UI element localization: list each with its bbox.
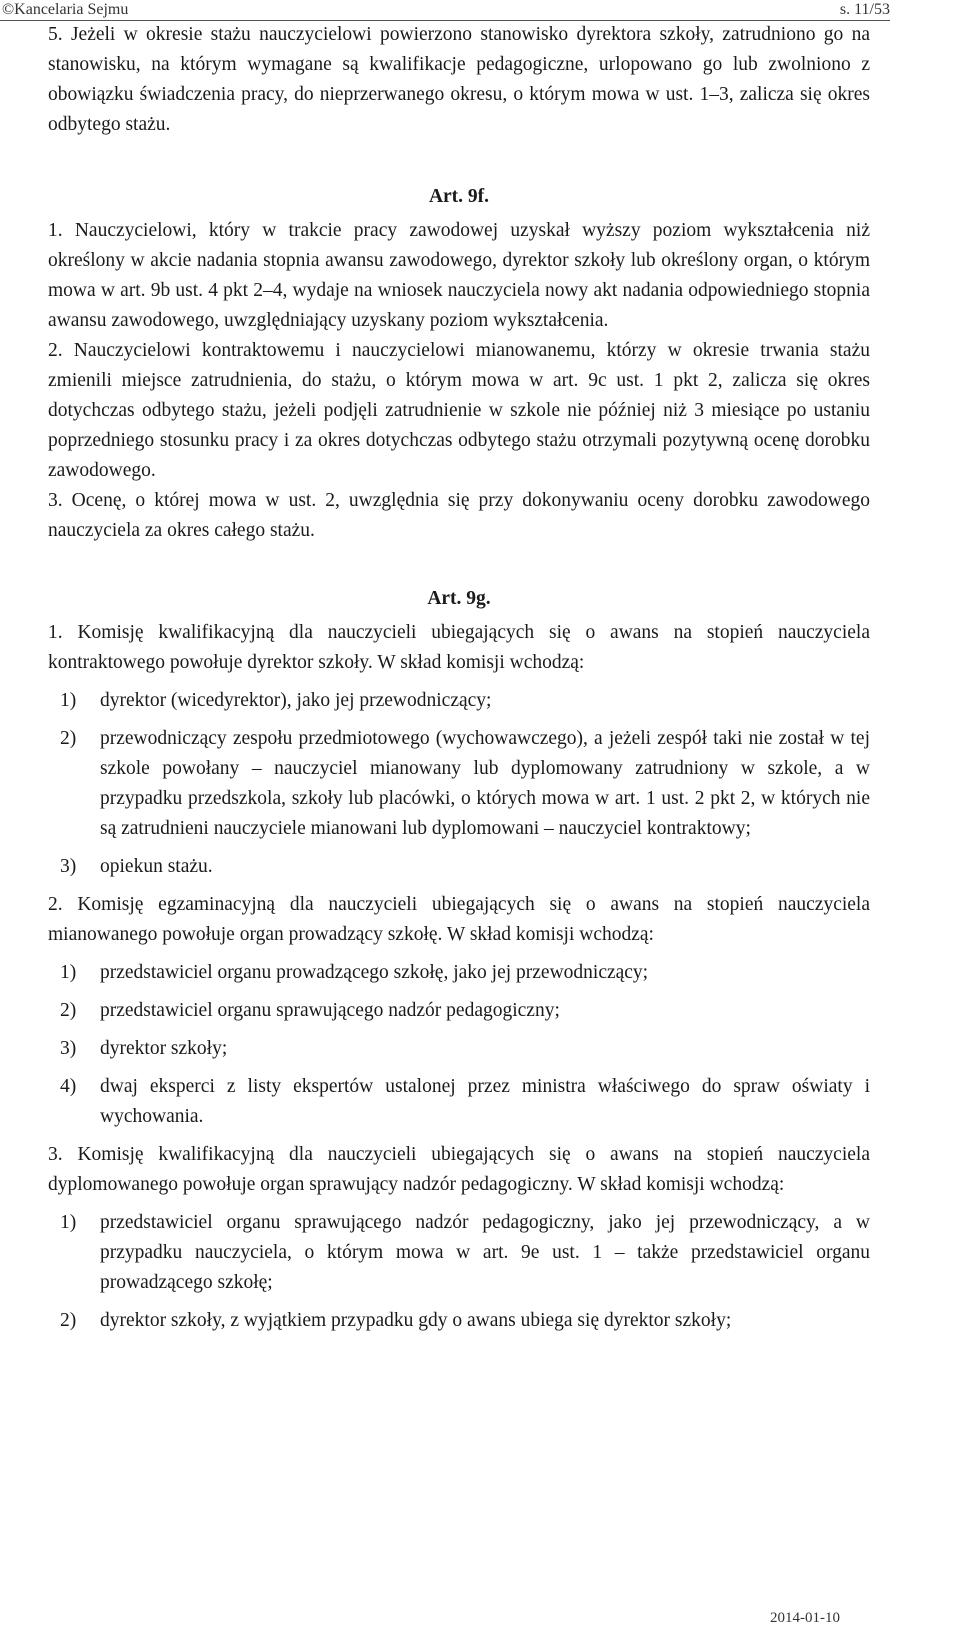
- art9g-section-2: 2. Komisję egzaminacyjną dla nauczycieli ubiegających się o awans na stopień nauczyciela mianowanego powołuje organ prowadzący szkołę. W skład komisji wchodzą:: [48, 894, 870, 945]
- document-body: [48, 20, 870, 1344]
- art9f-paragraph-3: 3. Ocenę, o której mowa w ust. 2, uwzględnia się przy dokonywaniu oceny dorobku zawodowego nauczyciela za okres całego stażu.: [48, 490, 870, 541]
- list-item: 3) opiekun stażu.: [60, 856, 213, 877]
- art9g-section-3: 3. Komisję kwalifikacyjną dla nauczycieli ubiegających się o awans na stopień nauczyciela dyplomowanego powołuje organ sprawujący nadzór pedagogiczny. W skład komisji wchodzą:: [48, 1144, 870, 1195]
- list-item: 1) przedstawiciel organu prowadzącego szkołę, jako jej przewodniczący;: [60, 962, 649, 983]
- art9g-section-2-list: [48, 958, 870, 1132]
- list-item: 2) przewodniczący zespołu przedmiotowego (wychowawczego), a jeżeli zespół taki nie został w tej szkole powołany – nauczyciel mianowany lub dyplomowany zatrudniony w szkole, a w przypadku przedszkola, szkoły lub placówki, o których mowa w art. 1 ust. 2 pkt 2, w których nie są zatrudnieni nauczyciele mianowani lub dyplomowani – nauczyciel kontraktowy;: [60, 728, 870, 839]
- header-copyright: ©Kancelaria Sejmu: [2, 1, 129, 18]
- list-item: 1) dyrektor (wicedyrektor), jako jej przewodniczący;: [60, 690, 492, 711]
- art9f-paragraph-2: 2. Nauczycielowi kontraktowemu i nauczycielowi mianowanemu, którzy w okresie trwania stażu zmienili miejsce zatrudnienia, do stażu, o którym mowa w art. 9c ust. 1 pkt 2, zalicza się okres dotychczas odbytego stażu, jeżeli podjęli zatrudnienie w szkole nie później niż 3 miesiące po ustaniu poprzedniego stosunku pracy i za okres dotychczas odbytego stażu otrzymali pozytywną ocenę dorobku zawodowego.: [48, 340, 870, 481]
- article-9f-title: Art. 9f.: [428, 186, 490, 207]
- list-item: 2) dyrektor szkoły, z wyjątkiem przypadku gdy o awans ubiega się dyrektor szkoły;: [60, 1310, 732, 1331]
- header-page-number: s. 11/53: [839, 1, 890, 18]
- list-item: 1) przedstawiciel organu sprawującego nadzór pedagogiczny, jako jej przewodniczący, a w przypadku nauczyciela, o którym mowa w art. 9e ust. 1 – także przedstawiciel organu prowadzącego szkołę;: [60, 1212, 870, 1293]
- article-9g-title: Art. 9g.: [427, 588, 491, 609]
- art9g-section-1: 1. Komisję kwalifikacyjną dla nauczycieli ubiegających się o awans na stopień nauczyciela kontraktowego powołuje dyrektor szkoły. W skład komisji wchodzą:: [48, 622, 870, 673]
- page-header: [0, 0, 960, 22]
- art9g-section-3-list: [48, 1208, 870, 1336]
- list-item: 2) przedstawiciel organu sprawującego nadzór pedagogiczny;: [60, 1000, 560, 1021]
- list-item: 4) dwaj eksperci z listy ekspertów ustalonej przez ministra właściwego do spraw oświaty i wychowania.: [60, 1076, 870, 1127]
- art9g-section-1-list: [48, 686, 870, 882]
- art9f-paragraph-1: 1. Nauczycielowi, który w trakcie pracy zawodowej uzyskał wyższy poziom wykształcenia niż określony w akcie nadania stopnia awansu zawodowego, dyrektor szkoły lub określony organ, o którym mowa w art. 9b ust. 4 pkt 2–4, wydaje na wniosek nauczyciela nowy akt nadania odpowiedniego stopnia awansu zawodowego, uwzględniający uzyskany poziom wykształcenia.: [48, 220, 870, 331]
- footer-date: 2014-01-10: [770, 1610, 840, 1626]
- paragraph-5: 5. Jeżeli w okresie stażu nauczycielowi powierzono stanowisko dyrektora szkoły, zatrudniono go na stanowisku, na którym wymagane są kwalifikacje pedagogiczne, urlopowano go lub zwolniono z obowiązku świadczenia pracy, do nieprzerwanego okresu, o którym mowa w ust. 1–3, zalicza się okres odbytego stażu.: [48, 24, 870, 135]
- list-item: 3) dyrektor szkoły;: [60, 1038, 228, 1059]
